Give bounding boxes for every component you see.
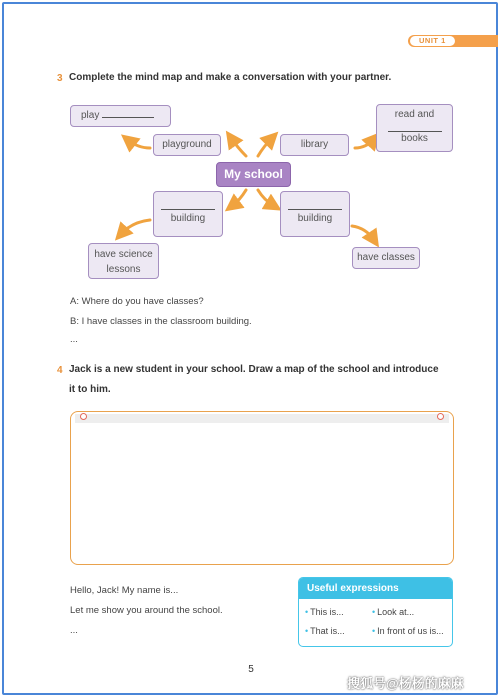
node-library-label: library (300, 139, 329, 150)
expression-text: In front of us is... (377, 626, 444, 636)
expression-text: That is... (310, 626, 345, 636)
pin-icon (437, 413, 444, 420)
useful-expressions-box (298, 577, 453, 647)
drawing-area[interactable] (70, 411, 454, 565)
question-3-instruction: Complete the mind map and make a conversation with your partner. (69, 72, 392, 83)
useful-expressions-title: Useful expressions (299, 578, 452, 599)
expression-item (372, 607, 414, 617)
node-playground-label: playground (162, 139, 212, 150)
question-4-instruction-line-2: it to him. (69, 384, 111, 395)
q4-dialogue-line-1: Hello, Jack! My name is... (70, 585, 179, 596)
answer-blank[interactable] (102, 108, 154, 118)
node-right-building (280, 191, 350, 237)
q3-dialogue-line-2: B: I have classes in the classroom building. (70, 316, 252, 327)
node-books-label: books (401, 133, 428, 144)
pin-icon (80, 413, 87, 420)
expression-item (305, 607, 344, 617)
question-3-number: 3 (57, 73, 63, 84)
answer-blank[interactable] (161, 200, 215, 210)
expression-item (305, 626, 345, 636)
bullet-icon: • (305, 607, 309, 617)
node-science-lessons (88, 243, 159, 279)
node-lessons-label: lessons (106, 264, 141, 275)
node-playground (153, 134, 221, 156)
question-4-instruction-line-1: Jack is a new student in your school. Draw a map of the school and introduce (69, 364, 439, 375)
page-number: 5 (248, 664, 254, 675)
node-library (280, 134, 349, 156)
bullet-icon: • (372, 626, 376, 636)
q3-dialogue-line-1: A: Where do you have classes? (70, 296, 204, 307)
answer-blank[interactable] (288, 200, 342, 210)
node-left-building-label: building (170, 213, 206, 224)
node-read-and-label: read and (394, 109, 435, 120)
node-read-books (376, 104, 453, 152)
expression-text: Look at... (377, 607, 415, 617)
center-label: My school (224, 167, 283, 181)
expression-item (372, 626, 444, 636)
bullet-icon: • (305, 626, 309, 636)
expression-text: This is... (310, 607, 344, 617)
question-4-number: 4 (57, 365, 63, 376)
node-play (70, 105, 171, 127)
node-left-building (153, 191, 223, 237)
node-science-label: have science (94, 249, 153, 260)
node-have-classes (352, 247, 420, 269)
node-have-classes-label: have classes (357, 252, 415, 263)
q4-dialogue-line-3: ... (70, 625, 78, 636)
unit-label: UNIT 1 (410, 36, 455, 46)
node-play-label: play (81, 110, 100, 121)
watermark: 搜狐号@杨杨的麻麻 (347, 676, 464, 691)
answer-blank[interactable] (388, 122, 442, 132)
mind-map-center (216, 162, 291, 187)
bullet-icon: • (372, 607, 376, 617)
q3-dialogue-line-3: ... (70, 334, 78, 345)
node-right-building-label: building (297, 213, 333, 224)
q4-dialogue-line-2: Let me show you around the school. (70, 605, 223, 616)
unit-badge (408, 35, 498, 47)
drawing-area-top-strip (75, 414, 449, 423)
